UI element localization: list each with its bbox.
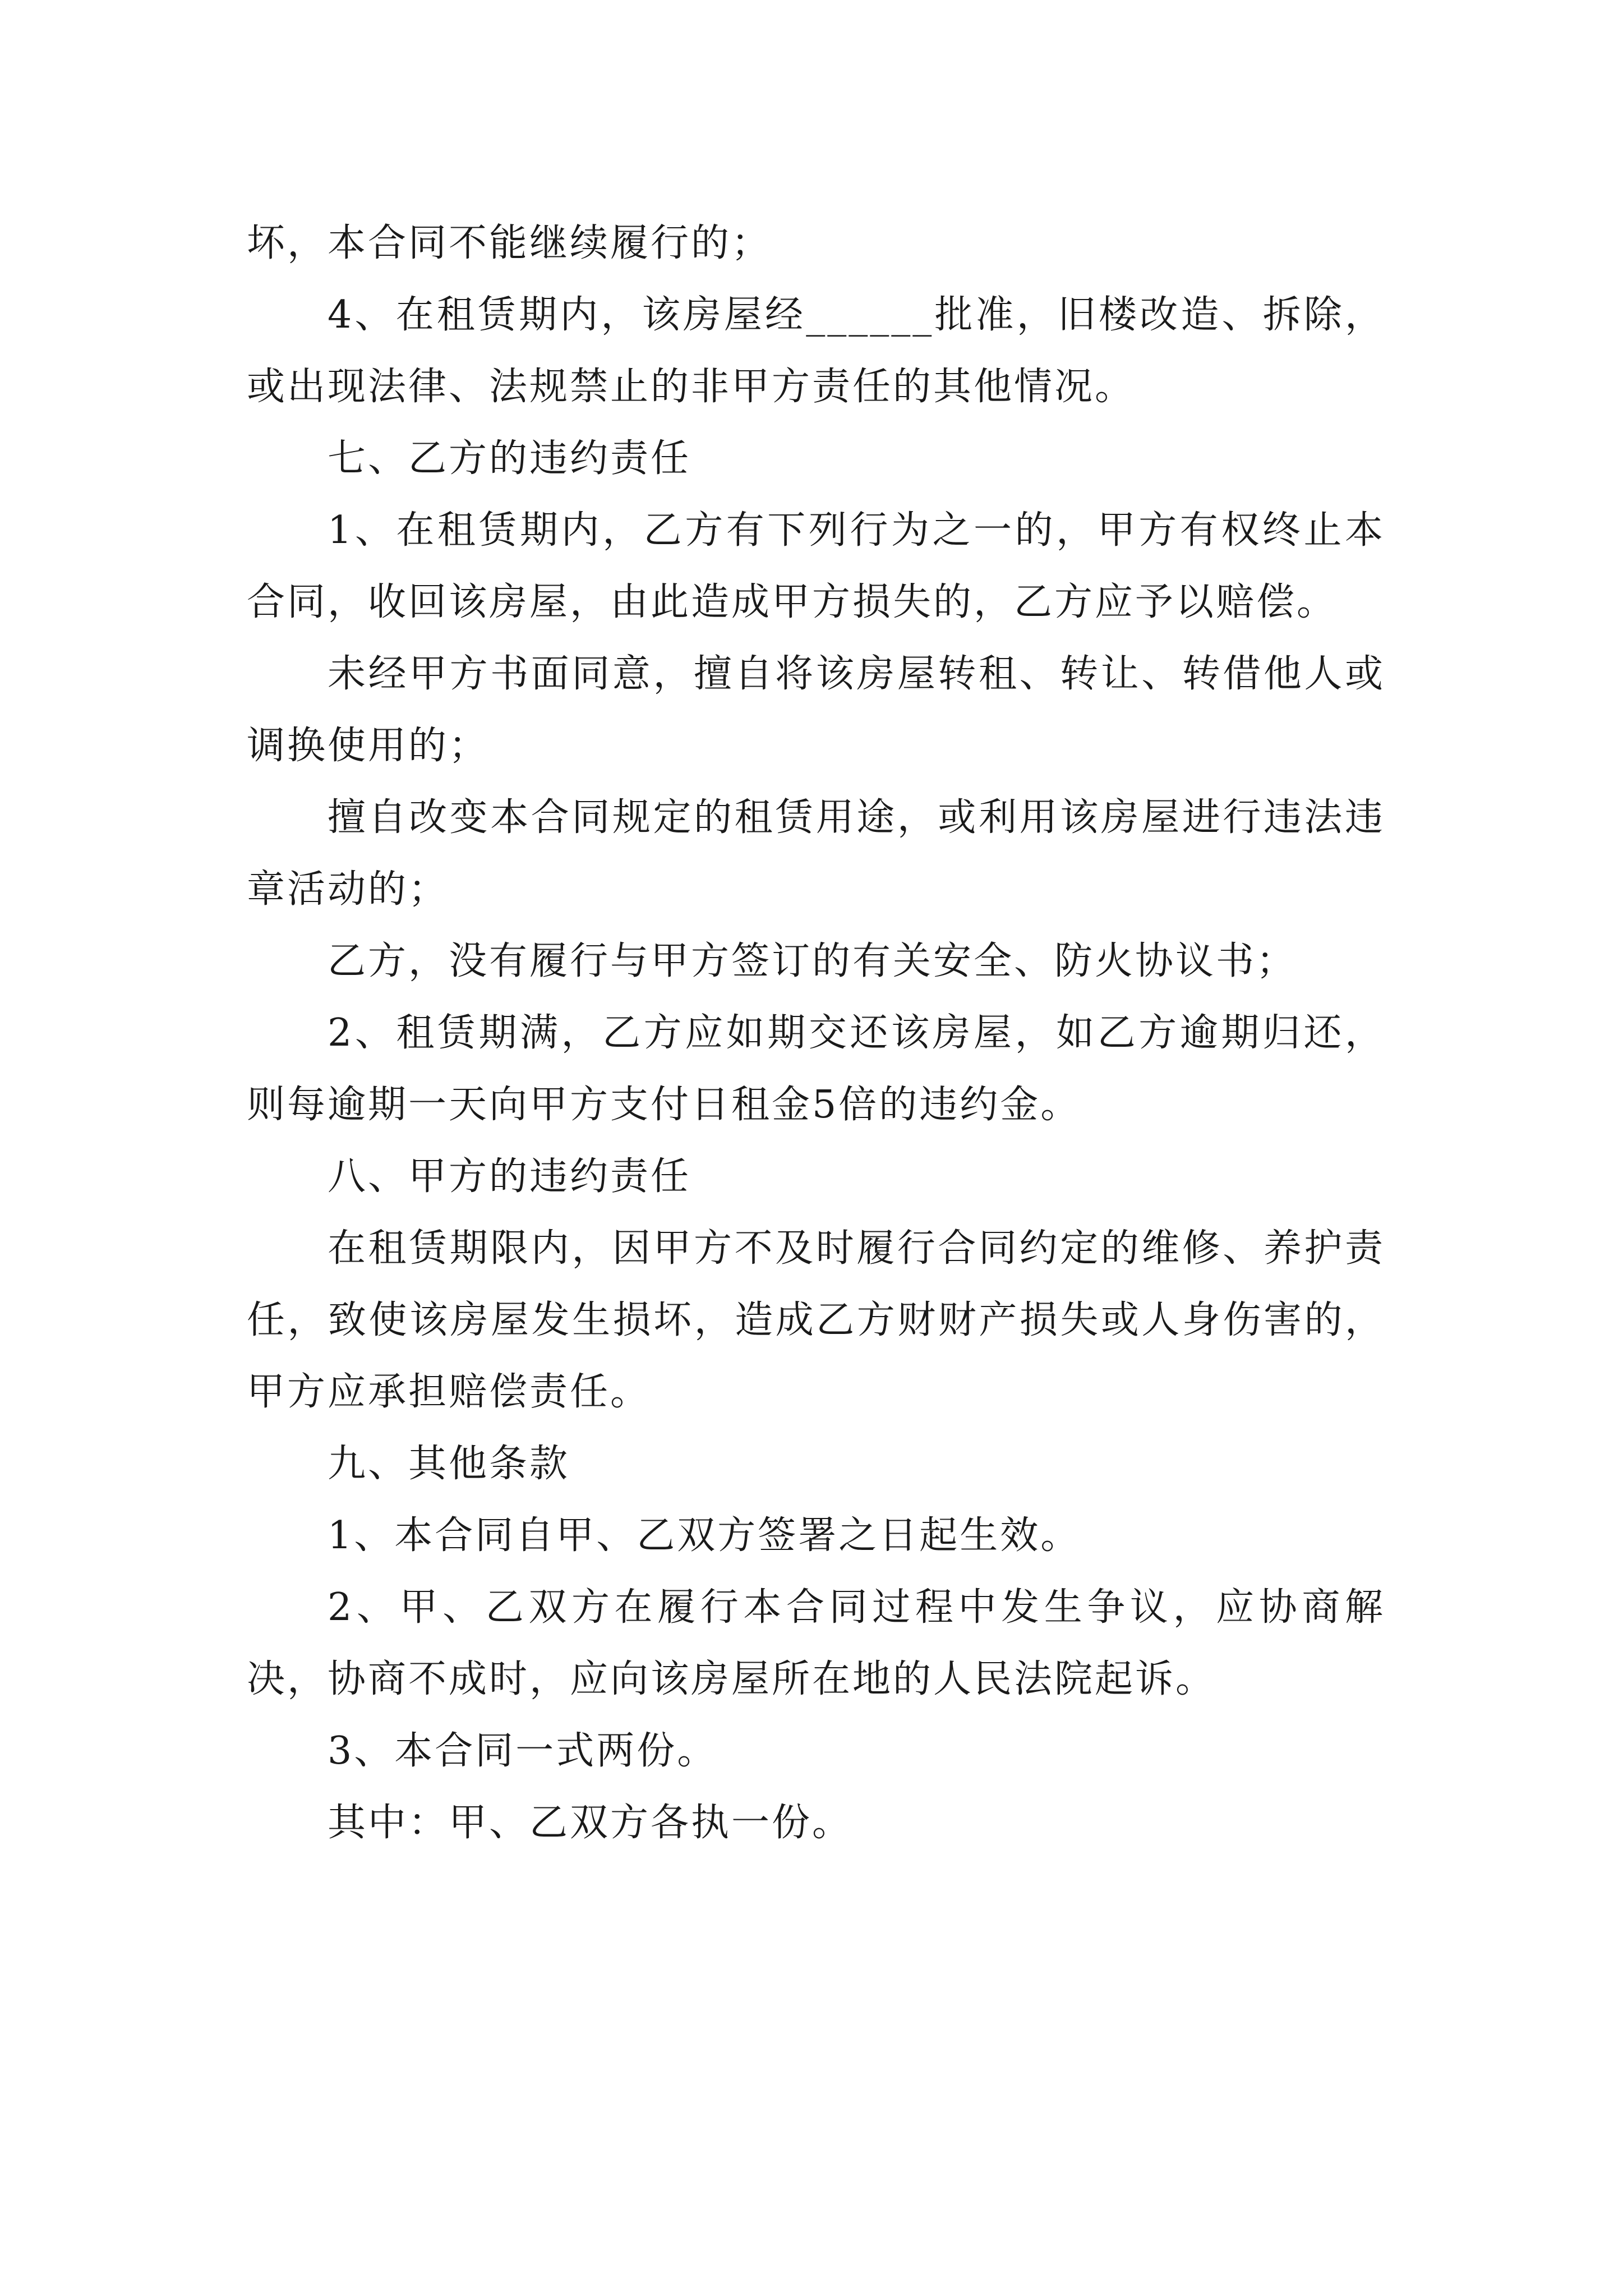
section-8-heading: 八、甲方的违约责任 <box>328 1154 691 1199</box>
clause-8-body: 在租赁期限内，因甲方不及时履行合同约定的维修、养护责任，致使该房屋发生损坏，造成乙方财财产损失或人身伤害的，甲方应承担赔偿责任。 <box>247 1226 1385 1414</box>
clause-7-1-item-safety: 乙方，没有履行与甲方签订的有关安全、防火协议书； <box>328 939 1297 983</box>
clause-9-1: 1、本合同自甲、乙双方签署之日起生效。 <box>328 1513 1081 1558</box>
clause-7-2: 2、租赁期满，乙方应如期交还该房屋，如乙方逾期归还，则每逾期一天向甲方支付日租金5倍的违约金。 <box>247 1011 1385 1127</box>
clause-7-1-item-usage: 擅自改变本合同规定的租赁用途，或利用该房屋进行违法违章活动的； <box>247 795 1385 912</box>
clause-7-1-item-sublet: 未经甲方书面同意，擅自将该房屋转租、转让、转借他人或调换使用的； <box>247 652 1385 768</box>
clause-7-1: 1、在租赁期内，乙方有下列行为之一的，甲方有权终止本合同，收回该房屋，由此造成甲方损失的，乙方应予以赔偿。 <box>247 508 1385 624</box>
paragraph-continuation: 坏，本合同不能继续履行的； <box>247 221 772 265</box>
clause-9-3: 3、本合同一式两份。 <box>328 1729 718 1773</box>
clause-9-3-copies: 其中：甲、乙双方各执一份。 <box>328 1801 853 1845</box>
clause-4-demolition: 4、在租赁期内，该房屋经______批准，旧楼改造、拆除，或出现法律、法规禁止的非甲方责任的其他情况。 <box>247 293 1385 409</box>
section-7-heading: 七、乙方的违约责任 <box>328 436 691 481</box>
contract-body <box>247 208 1385 1859</box>
clause-9-2: 2、甲、乙双方在履行本合同过程中发生争议，应协商解决，协商不成时，应向该房屋所在地的人民法院起诉。 <box>247 1585 1385 1701</box>
section-9-heading: 九、其他条款 <box>328 1442 570 1486</box>
